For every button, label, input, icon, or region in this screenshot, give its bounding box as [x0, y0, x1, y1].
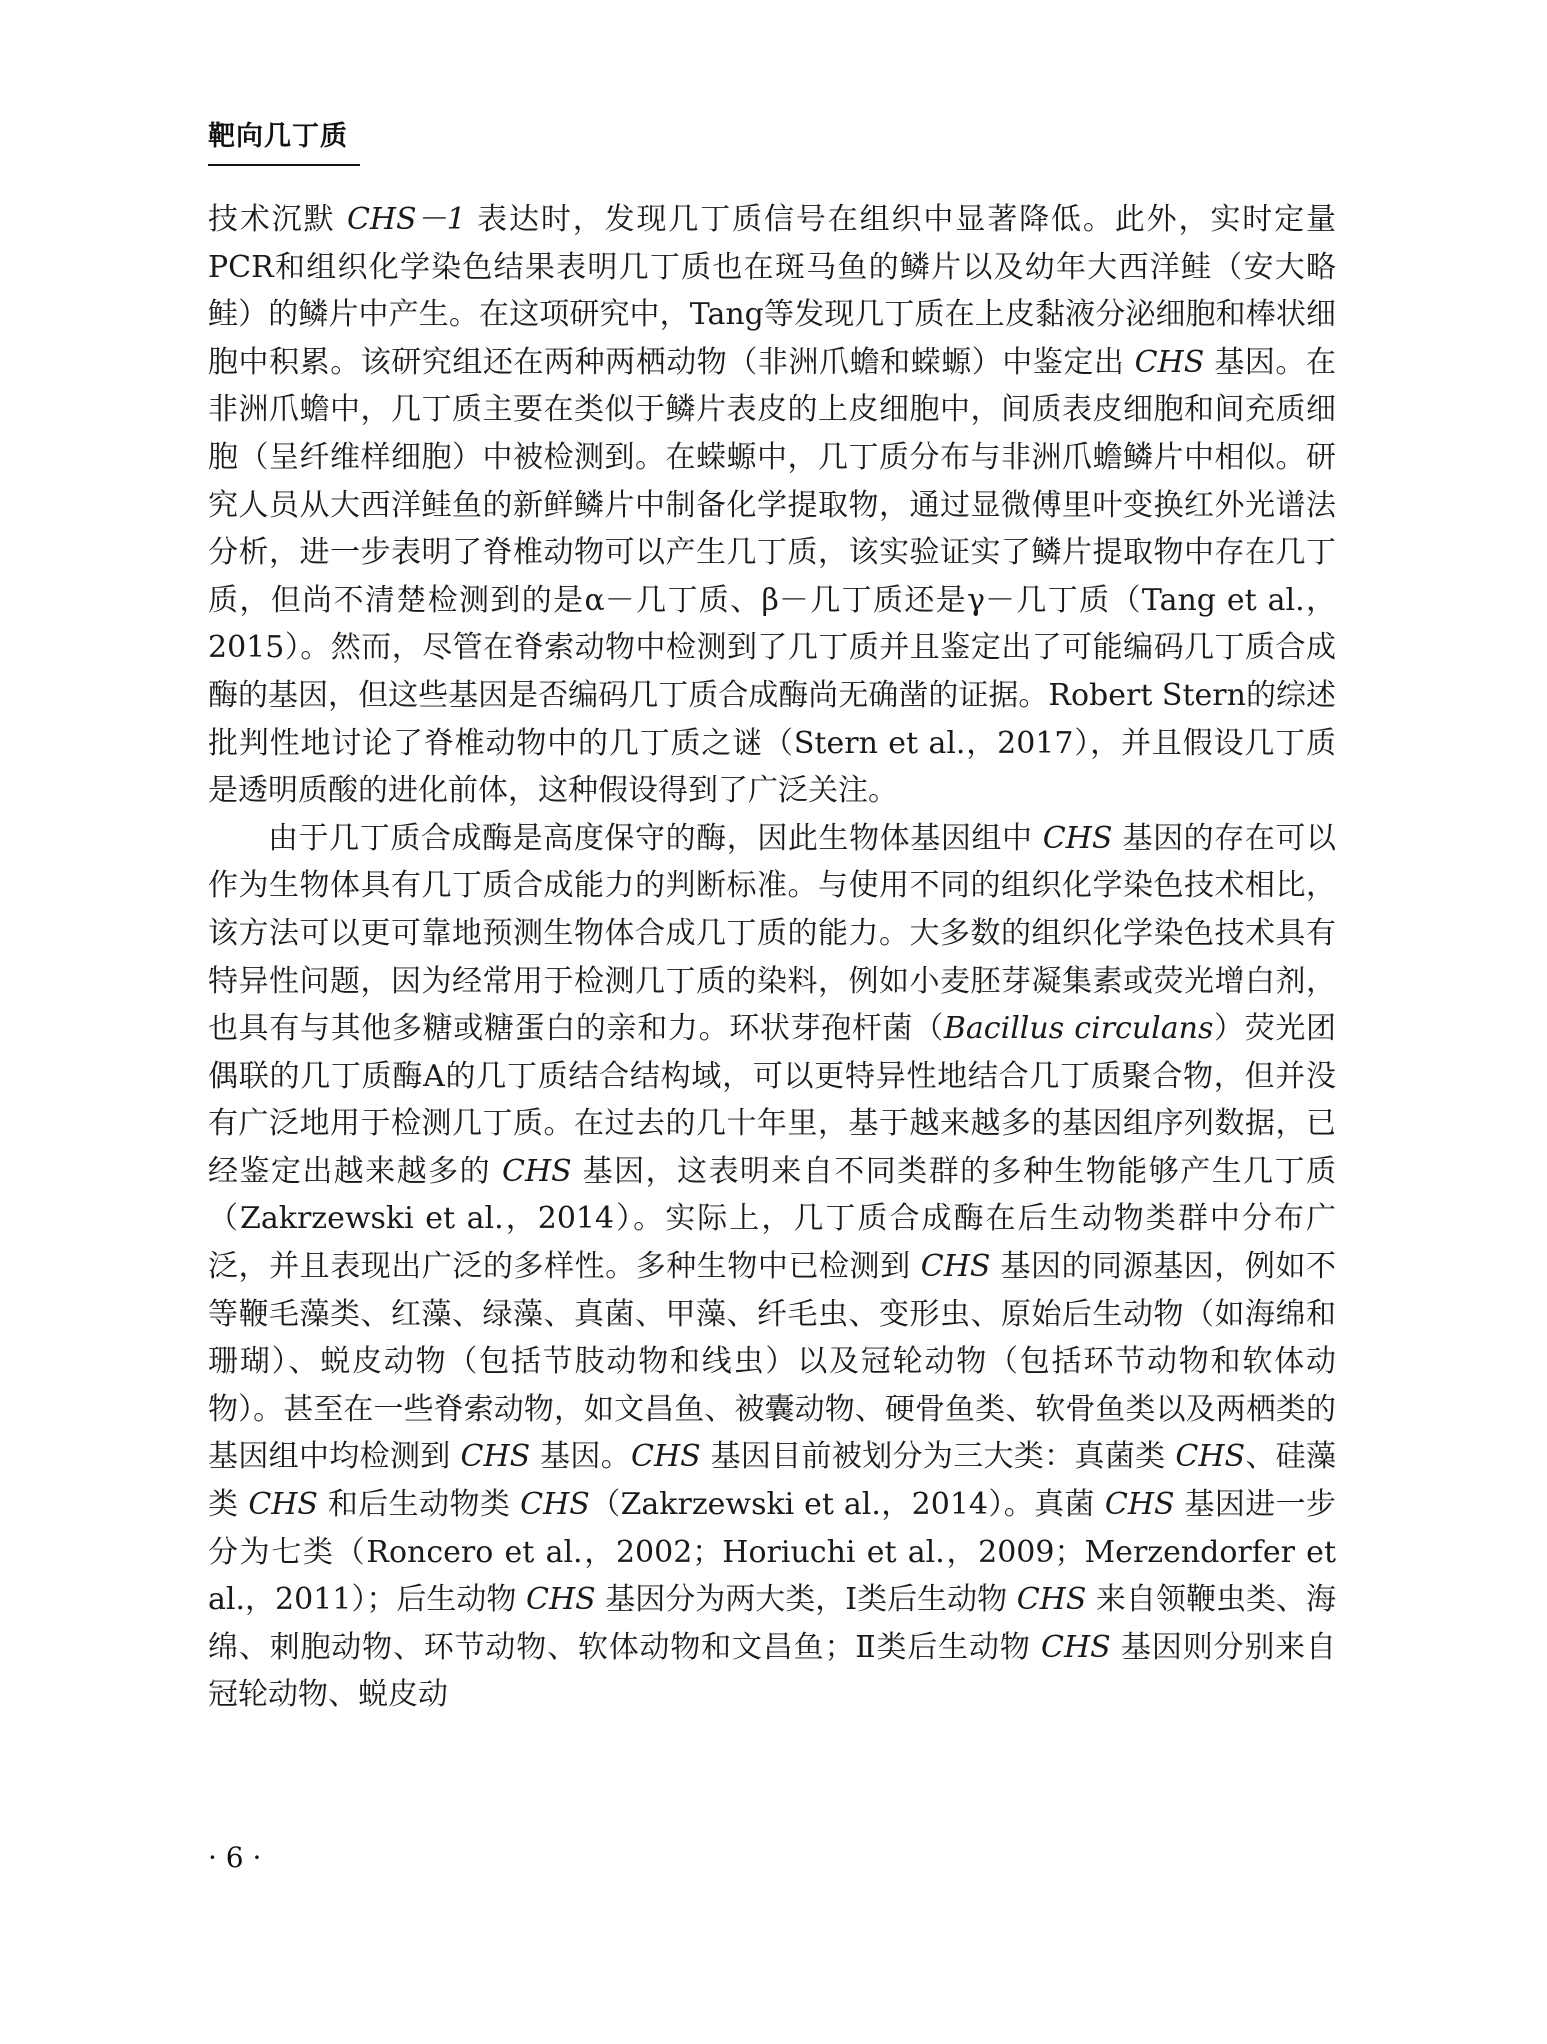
- italic-term: CHS: [1041, 1629, 1111, 1665]
- text-run: 技术沉默: [208, 202, 347, 237]
- italic-term: CHS: [1016, 1582, 1087, 1618]
- italic-term: CHS: [460, 1439, 531, 1475]
- text-run: 基因的同源基因，例如不等鞭毛藻类、红藻、绿藻、真菌、甲藻、纤毛虫、变形虫、原始后生动物（如海绵和珊瑚）、蜕皮动物（包括节肢动物和线虫）以及冠轮动物（包括环节动物和软体动物）。甚至在一些脊索动物，如文昌鱼、被囊动物、硬骨鱼类、软骨鱼类以及两栖类的基因组中均检测到: [208, 1249, 1336, 1475]
- text-run: 基因，这表明来自不同类群的多种生物能够产生几丁质（Zakrzewski et al.，2014）。实际上，几丁质合成酶在后生动物类群中分布广泛，并且表现出广泛的多样性。多种生物中已检测到: [208, 1153, 1336, 1285]
- italic-term: CHS: [1042, 820, 1113, 856]
- text-run: 基因目前被划分为三大类：真菌类: [700, 1439, 1176, 1475]
- italic-term: CHS: [525, 1582, 596, 1618]
- text-run: ）荧光团偶联的几丁质酶A的几丁质结合结构域，可以更特异性地结合几丁质聚合物，但并没有广泛地用于检测几丁质。在过去的几十年里，基于越来越多的基因组序列数据，已经鉴定出越来越多的: [208, 1011, 1337, 1189]
- italic-term: CHS: [502, 1153, 572, 1189]
- text-run: 基因分为两大类，Ⅰ类后生动物: [595, 1582, 1017, 1618]
- italic-term: CHS: [248, 1487, 318, 1523]
- text-run: 基因进一步分为七类（Roncero et al.，2002；Horiuchi et al.，2009；Merzendorfer et al.，2011）；后生动物: [208, 1487, 1336, 1618]
- text-run: 基因则分别来自冠轮动物、蜕皮动: [208, 1629, 1336, 1713]
- page-number: · 6 ·: [208, 1841, 262, 1874]
- italic-term: CHS: [920, 1249, 991, 1285]
- text-run: 表达时，发现几丁质信号在组织中显著降低。此外，实时定量PCR和组织化学染色结果表明几丁质也在斑马鱼的鳞片以及幼年大西洋鲑（安大略鲑）的鳞片中产生。在这项研究中，Tang等发现几丁质在上皮黏液分泌细胞和棒状细胞中积累。该研究组还在两种两栖动物（非洲爪蟾和蝾螈）中鉴定出: [208, 202, 1336, 380]
- italic-term: CHS: [1134, 344, 1205, 380]
- text-run: 、硅藻类: [208, 1439, 1337, 1523]
- italic-term: CHS: [631, 1439, 701, 1475]
- text-run: 基因。在非洲爪蟾中，几丁质主要在类似于鳞片表皮的上皮细胞中，间质表皮细胞和间充质细胞（呈纤维样细胞）中被检测到。在蝾螈中，几丁质分布与非洲爪蟾鳞片中相似。研究人员从大西洋鲑鱼的新鲜鳞片中制备化学提取物，通过显微傅里叶变换红外光谱法分析，进一步表明了脊椎动物可以产生几丁质，该实验证实了鳞片提取物中存在几丁质，但尚不清楚检测到的是α－几丁质、β－几丁质还是γ－几丁质（Tang et al.，2015）。然而，尽管在脊索动物中检测到了几丁质并且鉴定出了可能编码几丁质合成酶的基因，但这些基因是否编码几丁质合成酶尚无确凿的证据。Robert Stern的综述批判性地讨论了脊椎动物中的几丁质之谜（Stern et al.，2017），并且假设几丁质是透明质酸的进化前体，这种假设得到了广泛关注。: [208, 344, 1336, 809]
- text-run: 由于几丁质合成酶是高度保守的酶，因此生物体基因组中: [268, 820, 1043, 856]
- italic-term: CHS－1: [346, 202, 466, 237]
- text-run: 来自领鞭虫类、海绵、刺胞动物、环节动物、软体动物和文昌鱼；Ⅱ类后生动物: [208, 1582, 1336, 1665]
- text-run: 基因。: [530, 1439, 632, 1475]
- running-header: [208, 120, 360, 166]
- running-header-title: 靶向几丁质: [208, 121, 348, 152]
- italic-term: CHS: [520, 1487, 590, 1523]
- body-text: [208, 196, 1336, 1719]
- paragraph-1: [208, 196, 1336, 815]
- italic-term: CHS: [1104, 1487, 1175, 1523]
- italic-term: CHS: [1175, 1439, 1246, 1475]
- text-run: （Zakrzewski et al.，2014）。真菌: [589, 1487, 1105, 1523]
- text-run: 基因的存在可以作为生物体具有几丁质合成能力的判断标准。与使用不同的组织化学染色技术相比，该方法可以更可靠地预测生物体合成几丁质的能力。大多数的组织化学染色技术具有特异性问题，因为经常用于检测几丁质的染料，例如小麦胚芽凝集素或荧光增白剂，也具有与其他多糖或糖蛋白的亲和力。环状芽孢杆菌（: [208, 820, 1336, 1047]
- italic-term: Bacillus circulans: [943, 1011, 1214, 1047]
- paragraph-2: [208, 815, 1336, 1719]
- header-rule: [208, 164, 360, 166]
- text-run: 和后生动物类: [317, 1487, 521, 1523]
